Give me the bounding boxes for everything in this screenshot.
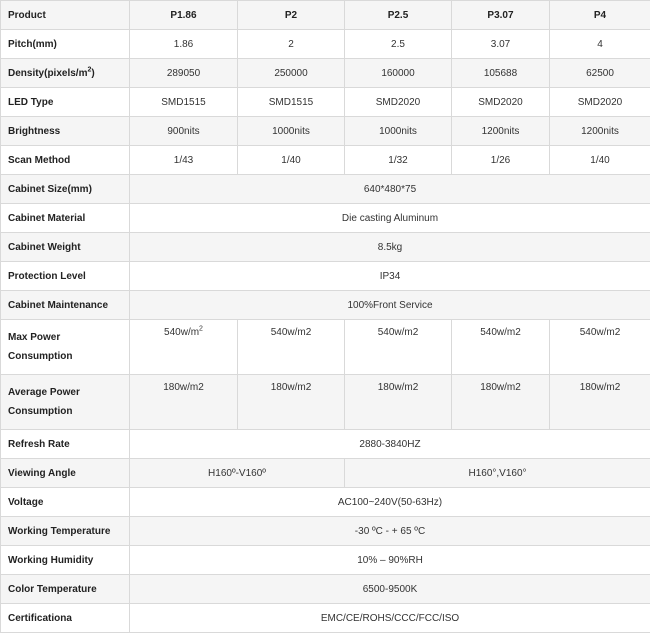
row-label: Cabinet Size(mm) [1, 175, 130, 204]
row-scan-method [1, 146, 650, 175]
cell: 1/32 [345, 146, 452, 175]
row-label: Scan Method [1, 146, 130, 175]
cell: 2 [238, 30, 345, 59]
header-col-p2-5: P2.5 [345, 1, 452, 30]
row-viewing-angle [1, 459, 650, 488]
row-label: Color Temperature [1, 575, 130, 604]
density-label-end: ) [91, 68, 94, 79]
cell-merged-left: H160º-V160º [130, 459, 345, 488]
row-max-power [1, 320, 650, 375]
row-label [1, 59, 130, 88]
cell [130, 320, 238, 375]
header-col-p1-86: P1.86 [130, 1, 238, 30]
cell: 289050 [130, 59, 238, 88]
row-protection-level [1, 262, 650, 291]
header-label: Product [1, 1, 130, 30]
table-header-row [1, 1, 650, 30]
max-power-first-main: 540w/m [164, 327, 199, 338]
row-label: Brightness [1, 117, 130, 146]
row-label: Max Power Consumption [1, 320, 130, 375]
cell-merged: 8.5kg [130, 233, 650, 262]
cell: 1200nits [550, 117, 650, 146]
row-density [1, 59, 650, 88]
cell: 540w/m2 [345, 320, 452, 375]
cell: 1/40 [238, 146, 345, 175]
cell: 180w/m2 [238, 375, 345, 430]
row-pitch [1, 30, 650, 59]
row-label: Pitch(mm) [1, 30, 130, 59]
row-cabinet-maintenance [1, 291, 650, 320]
row-label: Refresh Rate [1, 430, 130, 459]
row-label: Certificationa [1, 604, 130, 633]
density-label-sup: 2 [87, 66, 91, 73]
cell: 180w/m2 [130, 375, 238, 430]
header-col-p3-07: P3.07 [452, 1, 550, 30]
cell-merged: Die casting Aluminum [130, 204, 650, 233]
cell: 62500 [550, 59, 650, 88]
cell: 540w/m2 [452, 320, 550, 375]
header-col-p4: P4 [550, 1, 650, 30]
cell-merged: EMC/CE/ROHS/CCC/FCC/ISO [130, 604, 650, 633]
row-refresh-rate [1, 430, 650, 459]
cell: 4 [550, 30, 650, 59]
row-certification [1, 604, 650, 633]
row-voltage [1, 488, 650, 517]
header-col-p2: P2 [238, 1, 345, 30]
cell: SMD2020 [452, 88, 550, 117]
cell: 1/26 [452, 146, 550, 175]
cell-merged: -30 ºC - + 65 ºC [130, 517, 650, 546]
row-led-type [1, 88, 650, 117]
cell-merged: 6500-9500K [130, 575, 650, 604]
row-working-humidity [1, 546, 650, 575]
cell: SMD1515 [130, 88, 238, 117]
row-cabinet-material [1, 204, 650, 233]
row-label: Voltage [1, 488, 130, 517]
cell: 160000 [345, 59, 452, 88]
density-label-main: Density(pixels/m [8, 68, 87, 79]
cell-merged: IP34 [130, 262, 650, 291]
cell: 2.5 [345, 30, 452, 59]
cell: 105688 [452, 59, 550, 88]
row-label: Protection Level [1, 262, 130, 291]
row-label: Cabinet Weight [1, 233, 130, 262]
cell: 180w/m2 [345, 375, 452, 430]
row-brightness [1, 117, 650, 146]
row-label: Cabinet Maintenance [1, 291, 130, 320]
row-cabinet-weight [1, 233, 650, 262]
row-cabinet-size [1, 175, 650, 204]
row-label: Average Power Consumption [1, 375, 130, 430]
cell: 180w/m2 [452, 375, 550, 430]
cell: 180w/m2 [550, 375, 650, 430]
cell: SMD1515 [238, 88, 345, 117]
cell: SMD2020 [345, 88, 452, 117]
cell: 540w/m2 [550, 320, 650, 375]
cell-merged: 10% – 90%RH [130, 546, 650, 575]
cell-merged-right: H160°,V160° [345, 459, 650, 488]
cell-merged: 640*480*75 [130, 175, 650, 204]
row-working-temperature [1, 517, 650, 546]
cell: 1.86 [130, 30, 238, 59]
row-average-power [1, 375, 650, 430]
row-color-temperature [1, 575, 650, 604]
row-label: Viewing Angle [1, 459, 130, 488]
cell: 900nits [130, 117, 238, 146]
row-label: Working Humidity [1, 546, 130, 575]
cell: 1/40 [550, 146, 650, 175]
max-power-first-sup: 2 [199, 326, 203, 333]
cell: SMD2020 [550, 88, 650, 117]
cell: 250000 [238, 59, 345, 88]
cell: 1000nits [345, 117, 452, 146]
cell-merged: AC100~240V(50-63Hz) [130, 488, 650, 517]
cell-merged: 100%Front Service [130, 291, 650, 320]
cell: 1000nits [238, 117, 345, 146]
row-label: Working Temperature [1, 517, 130, 546]
cell: 3.07 [452, 30, 550, 59]
cell: 540w/m2 [238, 320, 345, 375]
cell: 1/43 [130, 146, 238, 175]
cell: 1200nits [452, 117, 550, 146]
cell-merged: 2880-3840HZ [130, 430, 650, 459]
row-label: Cabinet Material [1, 204, 130, 233]
row-label: LED Type [1, 88, 130, 117]
